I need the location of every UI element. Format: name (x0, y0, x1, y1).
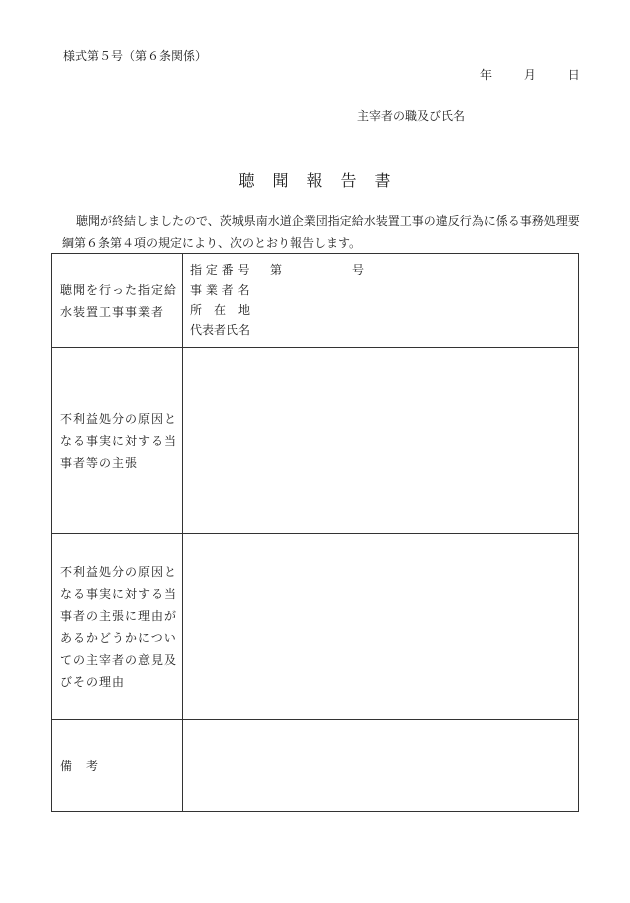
party-claim-field[interactable] (183, 348, 579, 534)
table-row-presider-opinion (52, 534, 579, 720)
date-day: 日 (567, 68, 580, 82)
designation-number-label: 指 定 番 号 (190, 263, 250, 277)
label-line: 備 考 (60, 758, 100, 773)
presider-opinion-field[interactable] (183, 534, 579, 720)
table-row-operator (52, 254, 579, 348)
designation-prefix: 第 (270, 263, 283, 277)
label-line: 水装置工事事業者 (60, 304, 165, 319)
presider-title-name: 主宰者の職及び氏名 (357, 109, 466, 123)
remarks-field[interactable] (183, 720, 579, 812)
table-row-party-claim (52, 348, 579, 534)
label-line: 事者等の主張 (60, 455, 139, 470)
representative-row (190, 320, 578, 340)
party-claim-label (52, 348, 183, 534)
remarks-label (52, 720, 183, 812)
designation-number-row (190, 260, 578, 280)
label-line: 不利益処分の原因と (60, 411, 178, 426)
label-line: 事者の主張に理由が (60, 608, 178, 623)
representative-label: 代表者氏名 (190, 323, 251, 337)
date-line (480, 66, 590, 83)
date-year: 年 (480, 68, 493, 82)
label-line: びその理由 (60, 674, 126, 689)
document-title: 聴 聞 報 告 書 (238, 171, 392, 190)
intro-text: 聴聞が終結しましたので、茨城県南水道企業団指定給水装置工事の違反行為に係る事務処理要綱第６条第４項の規定により、次のとおり報告します。 (62, 214, 580, 250)
date-month: 月 (523, 68, 536, 82)
label-line: 聴聞を行った指定給 (60, 282, 178, 297)
intro-paragraph (62, 210, 582, 254)
address-label: 所 在 地 (190, 303, 251, 317)
form-number: 様式第５号（第６条関係） (63, 49, 208, 63)
label-line: 不利益処分の原因と (60, 564, 178, 579)
presider-opinion-label (52, 534, 183, 720)
operator-info-cell[interactable] (183, 254, 579, 348)
business-name-row (190, 280, 578, 300)
operator-label (52, 254, 183, 348)
label-line: ての主宰者の意見及 (60, 652, 178, 667)
label-line: なる事実に対する当 (60, 586, 178, 601)
report-table (51, 253, 579, 812)
business-name-label: 事 業 者 名 (190, 283, 250, 297)
designation-suffix: 号 (352, 263, 365, 277)
address-row (190, 300, 578, 320)
label-line: なる事実に対する当 (60, 433, 178, 448)
label-line: あるかどうかについ (60, 630, 177, 645)
table-row-remarks (52, 720, 579, 812)
